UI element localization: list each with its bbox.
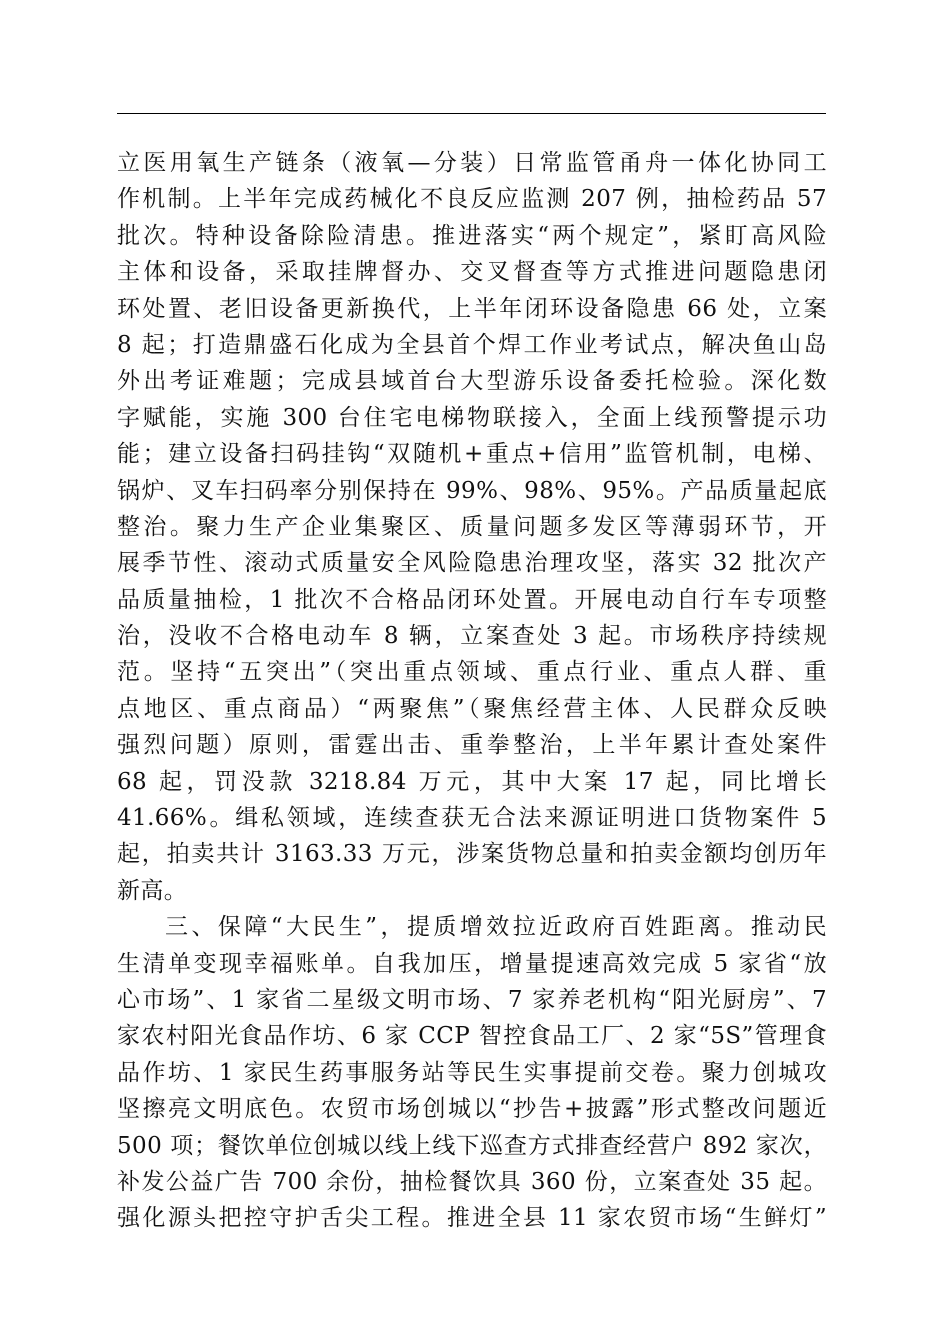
text-line: 立医用氧生产链条（液氧—分装）日常监管甬舟一体化协同工	[117, 150, 827, 176]
text-line: 主体和设备，采取挂牌督办、交叉督查等方式推进问题隐患闭	[117, 259, 827, 286]
text-line: 整治。聚力生产企业集聚区、质量问题多发区等薄弱环节，开	[117, 513, 827, 540]
text-line: 品作坊、1 家民生药事服务站等民生实事提前交卷。聚力创城攻	[117, 1059, 827, 1086]
text-line: 起，拍卖共计 3163.33 万元，涉案货物总量和拍卖金额均创历年	[117, 841, 827, 868]
text-line: 8 起；打造鼎盛石化成为全县首个焊工作业考试点，解决鱼山岛	[117, 331, 827, 358]
text-line: 范。坚持“五突出”（突出重点领域、重点行业、重点人群、重	[117, 659, 827, 686]
text-line: 生清单变现幸福账单。自我加压，增量提速高效完成 5 家省“放	[117, 950, 827, 977]
text-line: 68 起，罚没款 3218.84 万元，其中大案 17 起，同比增长	[117, 768, 827, 795]
text-line: 锅炉、叉车扫码率分别保持在 99%、98%、95%。产品质量起底	[117, 477, 827, 504]
text-line: 品质量抽检，1 批次不合格品闭环处置。开展电动自行车专项整	[117, 586, 827, 613]
text-line: 强烈问题）原则，雷霆出击、重拳整治，上半年累计查处案件	[117, 732, 827, 759]
text-line: 坚擦亮文明底色。农贸市场创城以“抄告+披露”形式整改问题近	[117, 1096, 827, 1123]
text-line: 41.66%。缉私领域，连续查获无合法来源证明进口货物案件 5	[117, 805, 827, 832]
text-line: 能；建立设备扫码挂钩“双随机+重点+信用”监管机制，电梯、	[117, 441, 827, 468]
text-line: 治，没收不合格电动车 8 辆，立案查处 3 起。市场秩序持续规	[117, 623, 827, 650]
text-line: 外出考证难题；完成县域首台大型游乐设备委托检验。深化数	[117, 368, 827, 395]
section-heading-line: 三、保障“大民生”，提质增效拉近政府百姓距离。推动民	[165, 914, 827, 941]
text-line: 新高。	[117, 877, 188, 904]
text-line: 补发公益广告 700 余份，抽检餐饮具 360 份，立案查处 35 起。	[117, 1168, 827, 1195]
text-line: 环处置、老旧设备更新换代，上半年闭环设备隐患 66 处，立案	[117, 295, 827, 322]
body-text	[117, 145, 827, 1237]
text-line: 家农村阳光食品作坊、6 家 CCP 智控食品工厂、2 家“5S”管理食	[117, 1023, 827, 1050]
text-line: 心市场”、1 家省二星级文明市场、7 家养老机构“阳光厨房”、7	[117, 986, 827, 1013]
text-line: 字赋能，实施 300 台住宅电梯物联接入，全面上线预警提示功	[117, 404, 827, 431]
text-line: 点地区、重点商品）“两聚焦”（聚焦经营主体、人民群众反映	[117, 695, 827, 722]
text-line: 展季节性、滚动式质量安全风险隐患治理攻坚，落实 32 批次产	[117, 550, 827, 577]
text-line: 500 项；餐饮单位创城以线上线下巡查方式排查经营户 892 家次，	[117, 1132, 827, 1159]
text-line: 作机制。上半年完成药械化不良反应监测 207 例，抽检药品 57	[117, 186, 827, 213]
text-line: 强化源头把控守护舌尖工程。推进全县 11 家农贸市场“生鲜灯”	[117, 1205, 827, 1232]
text-line: 批次。特种设备除险清患。推进落实“两个规定”，紧盯高风险	[117, 222, 827, 249]
header-divider	[117, 113, 826, 114]
